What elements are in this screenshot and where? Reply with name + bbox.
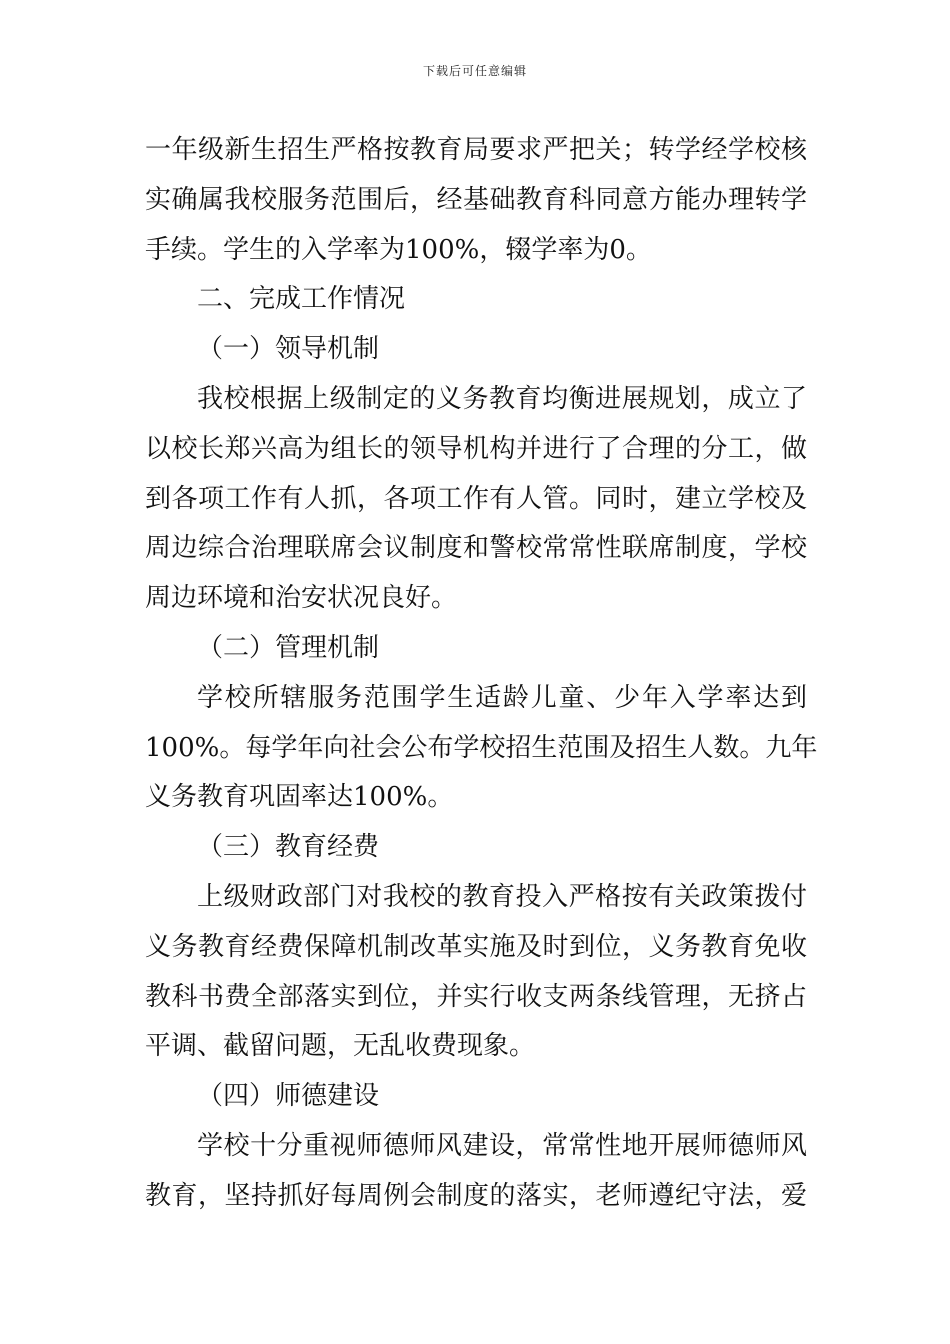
document-header-note: 下载后可任意编辑 [422,64,527,78]
body-line: 上级财政部门对我校的教育投入严格按有关政策拨付 [197,881,807,912]
body-line: 周边综合治理联席会议制度和警校常常性联席制度，学校 [145,533,807,564]
body-line: 我校根据上级制定的义务教育均衡进展规划，成立了 [197,383,807,414]
body-line: 教育，坚持抓好每周例会制度的落实，老师遵纪守法，爱 [145,1180,807,1211]
body-line: 周边环境和治安状况良好。 [145,583,458,614]
document-body [145,126,818,1222]
subsection-heading: （二）管理机制 [197,632,380,663]
body-line: 100%。每学年向社会公布学校招生范围及招生人数。九年 [145,732,818,763]
body-line: 实确属我校服务范围后，经基础教育科同意方能办理转学 [145,184,807,215]
body-line: 平调、截留问题，无乱收费现象。 [145,1031,536,1062]
body-line: 到各项工作有人抓，各项工作有人管。同时，建立学校及 [145,483,807,514]
subsection-heading: （一）领导机制 [197,334,380,365]
body-line: 教科书费全部落实到位，并实行收支两条线管理，无挤占 [145,981,807,1012]
body-line: 以校长郑兴高为组长的领导机构并进行了合理的分工，做 [145,433,807,464]
body-line: 义务教育经费保障机制改革实施及时到位，义务教育免收 [145,931,807,962]
body-line: 一年级新生招生严格按教育局要求严把关；转学经学校核 [145,135,807,165]
body-line: 学校十分重视师德师风建设，常常性地开展师德师风 [197,1130,807,1161]
body-line: 学校所辖服务范围学生适龄儿童、少年入学率达到 [197,682,807,713]
body-line: 义务教育巩固率达100%。 [145,782,454,813]
subsection-heading: （三）教育经费 [197,832,380,863]
subsection-heading: （四）师德建设 [197,1081,380,1112]
body-line: 手续。学生的入学率为100%，辍学率为0。 [145,234,652,265]
section-heading: 二、完成工作情况 [197,284,406,315]
